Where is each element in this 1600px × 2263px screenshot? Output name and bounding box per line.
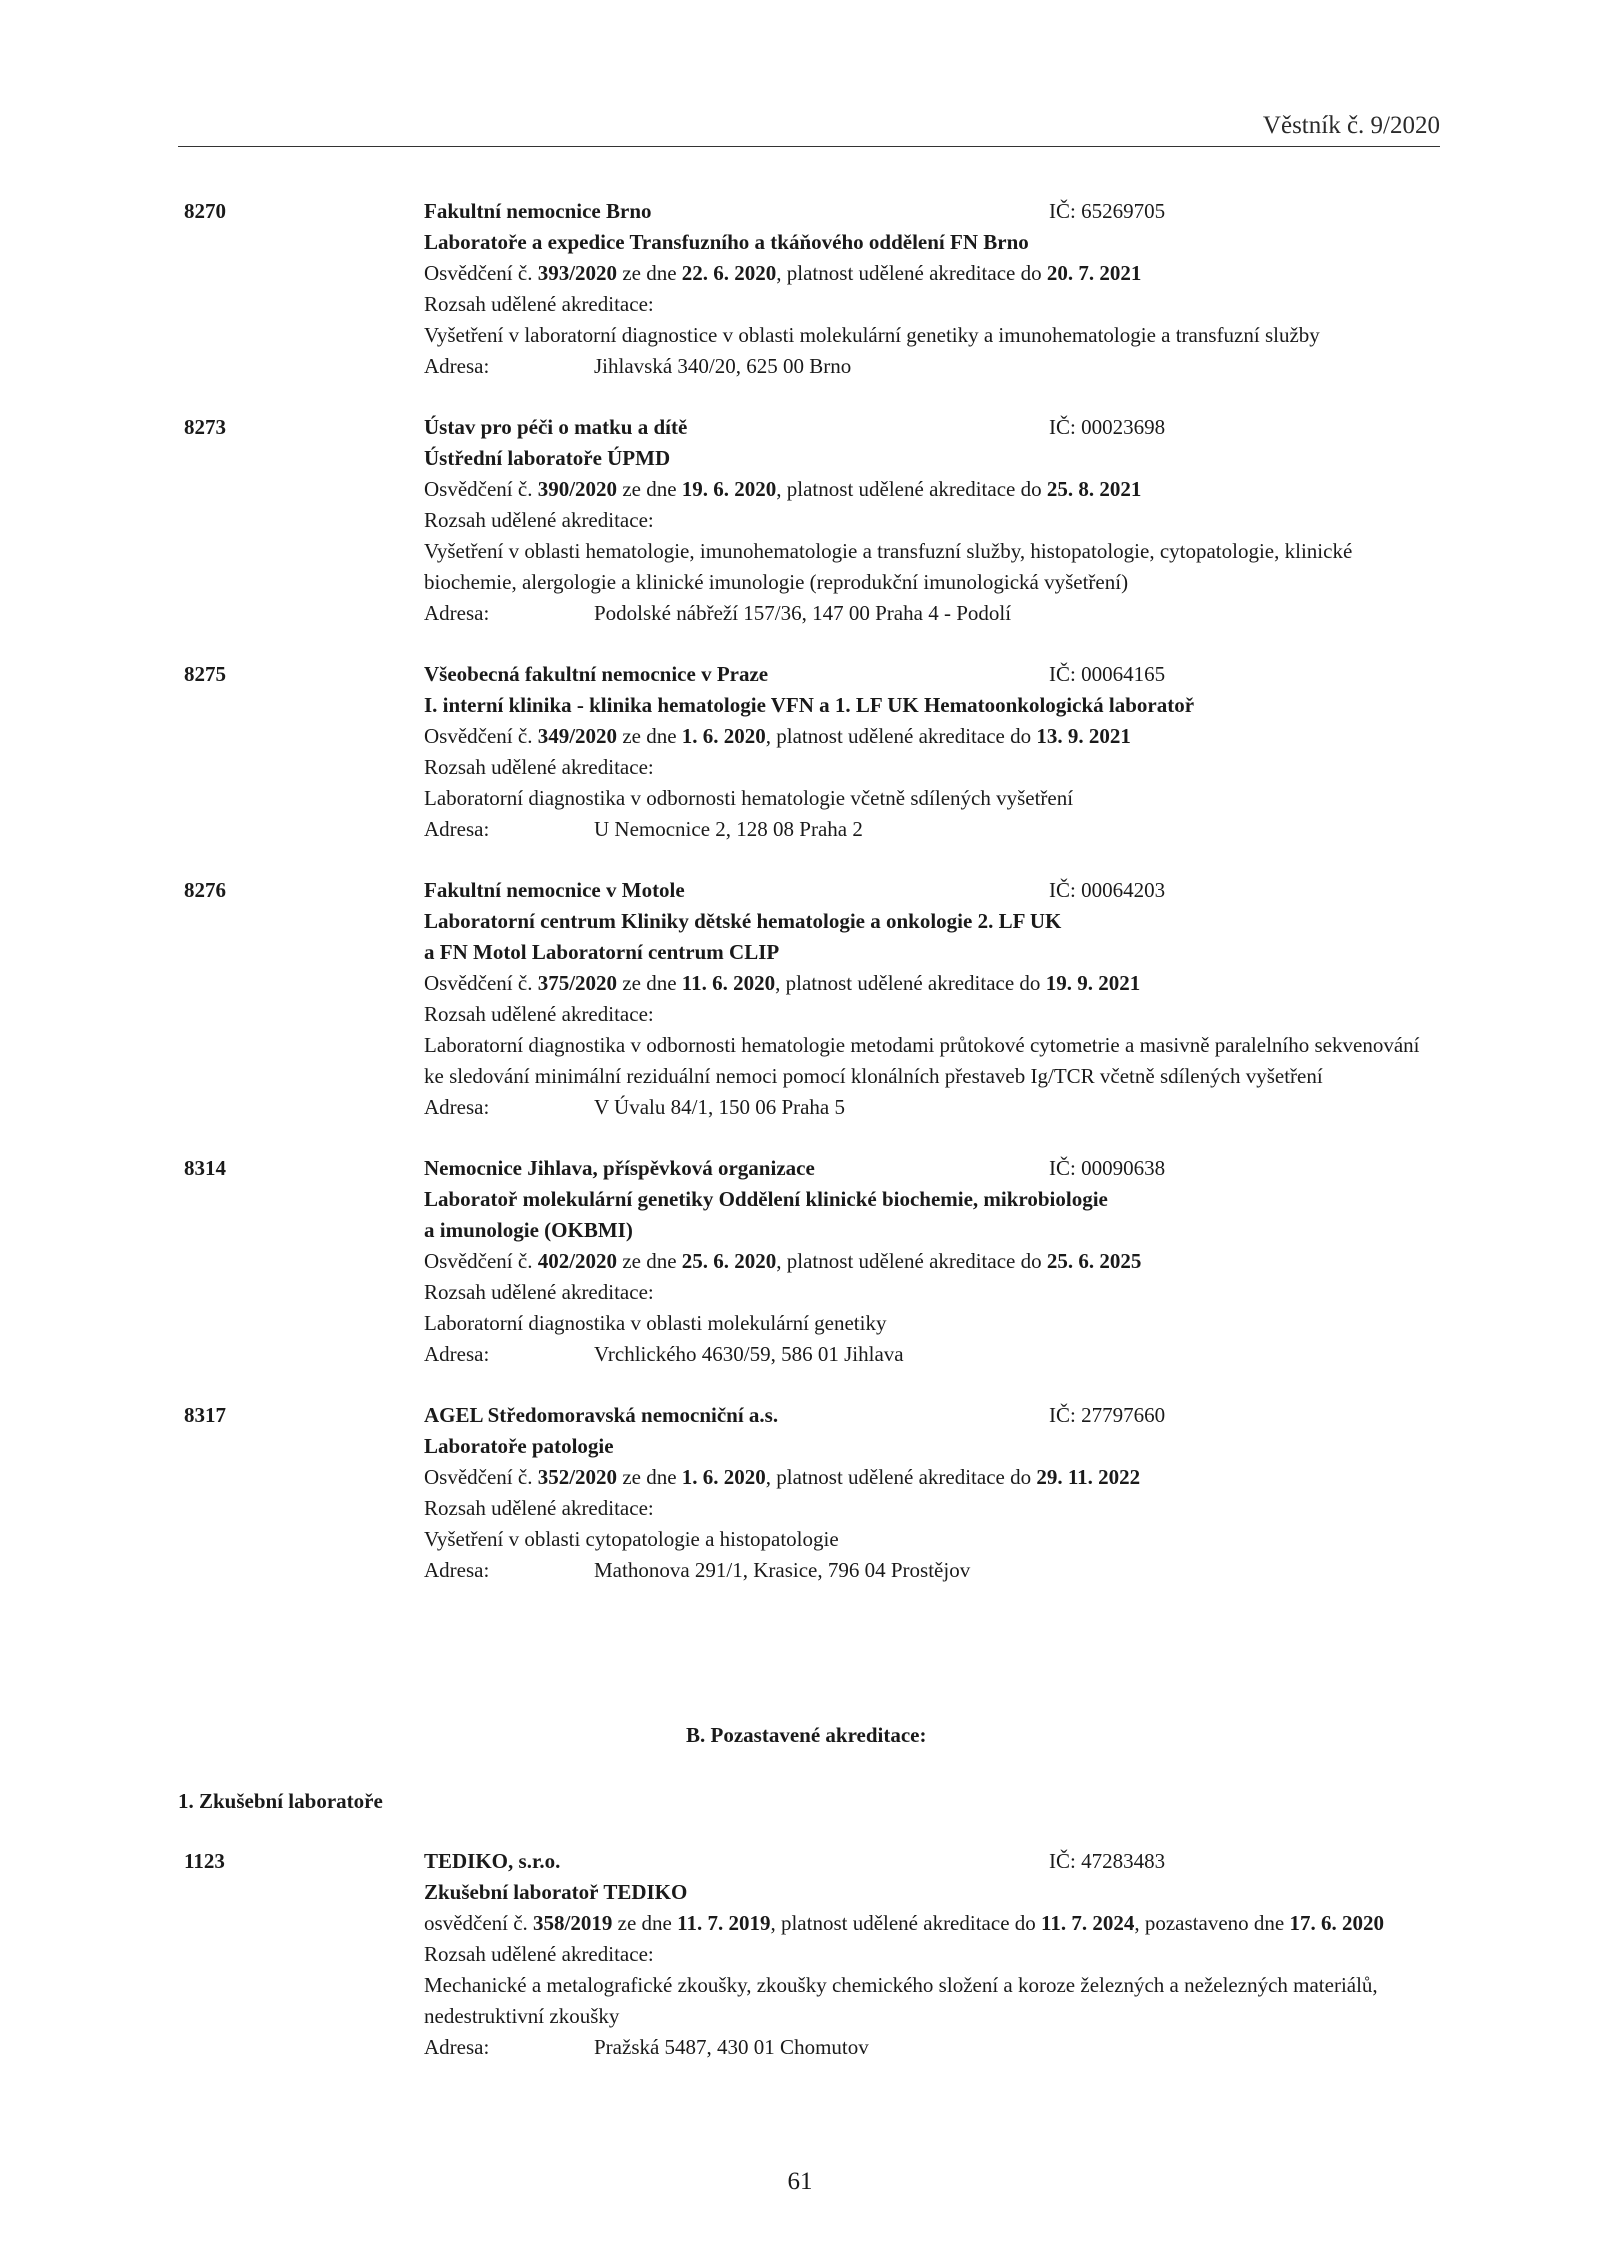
entry-number: 8273 (184, 415, 226, 439)
org-line (424, 1400, 1440, 1431)
suspended-list (178, 1846, 1440, 2093)
cert-date: 11. 7. 2019 (677, 1911, 771, 1935)
scope-text: Vyšetření v laboratorní diagnostice v oblasti molekulární genetiky a imunohematologie a transfuzní služby (424, 323, 1320, 347)
cert-mid: , platnost udělené akreditace do (765, 1465, 1037, 1489)
entry-number: 8275 (184, 662, 226, 686)
entry-number: 8270 (184, 199, 226, 223)
org-line (424, 659, 1440, 690)
scope-text: Laboratorní diagnostika v oblasti molekulární genetiky (424, 1311, 887, 1335)
certificate-line (424, 258, 1440, 289)
org-name: Ústav pro péči o matku a dítě (424, 415, 688, 439)
address: Podolské nábřeží 157/36, 147 00 Praha 4 - Podolí (594, 601, 1012, 625)
cert-prefix: Osvědčení č. (424, 261, 538, 285)
address: Jihlavská 340/20, 625 00 Brno (594, 354, 852, 378)
scope-text: Vyšetření v oblasti hematologie, imunohematologie a transfuzní služby, histopatologie, cytopatologie, klinické biochemie, alergologie a klinické imunologie (reprodukční imunologická vyšetření) (424, 539, 1353, 594)
lab-name: I. interní klinika - klinika hematologie VFN a 1. LF UK Hematoonkologická laboratoř (424, 693, 1195, 717)
certificate-line (424, 968, 1440, 999)
org-name: Nemocnice Jihlava, příspěvková organizace (424, 1156, 815, 1180)
cert-prefix: Osvědčení č. (424, 724, 538, 748)
address-label: Adresa: (424, 354, 490, 378)
address-line (424, 2032, 1440, 2063)
org-line (424, 412, 1440, 443)
section-heading-suspended: B. Pozastavené akreditace: (686, 1723, 927, 1747)
cert-prefix: Osvědčení č. (424, 1465, 538, 1489)
ico-number: IČ: 00064203 (1049, 878, 1166, 902)
cert-mid: , pozastaveno dne (1134, 1911, 1290, 1935)
cert-mid: ze dne (617, 1465, 682, 1489)
cert-mid: ze dne (617, 1249, 682, 1273)
cert-valid-until: 25. 8. 2021 (1046, 477, 1142, 501)
cert-valid-until: 19. 9. 2021 (1045, 971, 1141, 995)
cert-mid: ze dne (612, 1911, 678, 1935)
header-rule (178, 146, 1440, 147)
accreditation-entry (178, 1153, 1440, 1370)
address: Vrchlického 4630/59, 586 01 Jihlava (594, 1342, 904, 1366)
lab-name: a FN Motol Laboratorní centrum CLIP (424, 940, 780, 964)
accreditation-entry (178, 1846, 1440, 2063)
org-line (424, 875, 1440, 906)
scope-label: Rozsah udělené akreditace: (424, 1496, 654, 1520)
cert-mid: , platnost udělené akreditace do (765, 724, 1037, 748)
accreditation-entry (178, 875, 1440, 1123)
cert-valid-until: 25. 6. 2025 (1046, 1249, 1142, 1273)
address: Mathonova 291/1, Krasice, 796 04 Prostějov (594, 1558, 971, 1582)
cert-date: 11. 6. 2020 (681, 971, 776, 995)
cert-mid: , platnost udělené akreditace do (775, 971, 1046, 995)
cert-mid: , platnost udělené akreditace do (776, 261, 1047, 285)
address: Pražská 5487, 430 01 Chomutov (594, 2035, 869, 2059)
lab-name: Ústřední laboratoře ÚPMD (424, 446, 671, 470)
org-name: TEDIKO, s.r.o. (424, 1849, 561, 1873)
lab-name: Laboratoře patologie (424, 1434, 614, 1458)
ico-number: IČ: 00023698 (1049, 415, 1166, 439)
cert-number: 352/2020 (537, 1465, 618, 1489)
cert-prefix: osvědčení č. (424, 1911, 534, 1935)
cert-number: 393/2020 (537, 261, 618, 285)
address: V Úvalu 84/1, 150 06 Praha 5 (594, 1095, 846, 1119)
address-label: Adresa: (424, 817, 490, 841)
scope-label: Rozsah udělené akreditace: (424, 508, 654, 532)
cert-mid: ze dne (617, 261, 682, 285)
cert-mid: , platnost udělené akreditace do (776, 1249, 1047, 1273)
cert-prefix: Osvědčení č. (424, 1249, 538, 1273)
entry-number: 8276 (184, 878, 226, 902)
scope-text: Vyšetření v oblasti cytopatologie a histopatologie (424, 1527, 839, 1551)
org-name: Všeobecná fakultní nemocnice v Praze (424, 662, 769, 686)
entry-number: 8314 (184, 1156, 226, 1180)
cert-mid: ze dne (617, 477, 682, 501)
lab-name: Laboratoř molekulární genetiky Oddělení klinické biochemie, mikrobiologie (424, 1187, 1108, 1211)
scope-label: Rozsah udělené akreditace: (424, 755, 654, 779)
lab-name: a imunologie (OKBMI) (424, 1218, 633, 1242)
cert-date: 25. 6. 2020 (681, 1249, 777, 1273)
entry-body (424, 659, 1440, 845)
org-line (424, 1153, 1440, 1184)
cert-mid: , platnost udělené akreditace do (770, 1911, 1042, 1935)
address-label: Adresa: (424, 1342, 490, 1366)
scope-label: Rozsah udělené akreditace: (424, 1002, 654, 1026)
entry-body (424, 1153, 1440, 1370)
cert-date: 1. 6. 2020 (681, 724, 766, 748)
address-line (424, 598, 1440, 629)
address-label: Adresa: (424, 601, 490, 625)
address-line (424, 351, 1440, 382)
cert-valid-until: 29. 11. 2022 (1036, 1465, 1141, 1489)
entry-body (424, 412, 1440, 629)
cert-number: 375/2020 (537, 971, 618, 995)
address-line (424, 1092, 1440, 1123)
address-label: Adresa: (424, 1558, 490, 1582)
entry-number: 8317 (184, 1403, 226, 1427)
entry-body (424, 875, 1440, 1123)
ico-number: IČ: 27797660 (1049, 1403, 1166, 1427)
lab-name: Laboratoře a expedice Transfuzního a tkáňového oddělení FN Brno (424, 230, 1029, 254)
scope-text: Laboratorní diagnostika v odbornosti hematologie včetně sdílených vyšetření (424, 786, 1074, 810)
suspended-date: 17. 6. 2020 (1289, 1911, 1384, 1935)
certificate-line (424, 474, 1440, 505)
ico-number: IČ: 47283483 (1049, 1849, 1166, 1873)
cert-mid: , platnost udělené akreditace do (776, 477, 1047, 501)
accreditation-entry (178, 1400, 1440, 1586)
subsection-heading-testing-labs: 1. Zkušební laboratoře (178, 1789, 383, 1813)
certificate-line (424, 1462, 1440, 1493)
certificate-line (424, 1246, 1440, 1277)
cert-valid-until: 20. 7. 2021 (1046, 261, 1142, 285)
cert-number: 402/2020 (537, 1249, 618, 1273)
org-name: Fakultní nemocnice v Motole (424, 878, 685, 902)
lab-name: Laboratorní centrum Kliniky dětské hematologie a onkologie 2. LF UK (424, 909, 1062, 933)
org-line (424, 1846, 1440, 1877)
org-name: Fakultní nemocnice Brno (424, 199, 652, 223)
address-line (424, 1555, 1440, 1586)
ico-number: IČ: 00090638 (1049, 1156, 1166, 1180)
accreditation-entry (178, 659, 1440, 845)
address-line (424, 1339, 1440, 1370)
cert-valid-until: 13. 9. 2021 (1036, 724, 1131, 748)
cert-date: 22. 6. 2020 (681, 261, 777, 285)
scope-text: Laboratorní diagnostika v odbornosti hematologie metodami průtokové cytometrie a masivně paralelního sekvenování ke sledování minimální reziduální nemoci pomocí klonálních přestaveb Ig/TCR včetně sdílených vyšetření (424, 1033, 1420, 1088)
ico-number: IČ: 00064165 (1049, 662, 1166, 686)
cert-date: 19. 6. 2020 (681, 477, 777, 501)
scope-label: Rozsah udělené akreditace: (424, 1942, 654, 1966)
cert-prefix: Osvědčení č. (424, 971, 538, 995)
scope-label: Rozsah udělené akreditace: (424, 1280, 654, 1304)
address-label: Adresa: (424, 2035, 490, 2059)
lab-name: Zkušební laboratoř TEDIKO (424, 1880, 688, 1904)
address-label: Adresa: (424, 1095, 490, 1119)
org-name: AGEL Středomoravská nemocniční a.s. (424, 1403, 779, 1427)
cert-number: 390/2020 (537, 477, 618, 501)
cert-prefix: Osvědčení č. (424, 477, 538, 501)
page-number: 61 (787, 2168, 813, 2195)
scope-text: Mechanické a metalografické zkoušky, zkoušky chemického složení a koroze železných a neželezných materiálů, nedestruktivní zkoušky (424, 1973, 1378, 2028)
cert-mid: ze dne (617, 724, 682, 748)
cert-date: 1. 6. 2020 (681, 1465, 766, 1489)
address-line (424, 814, 1440, 845)
entry-body (424, 1846, 1440, 2063)
cert-number: 358/2019 (533, 1911, 613, 1935)
address: U Nemocnice 2, 128 08 Praha 2 (594, 817, 863, 841)
certificate-line (424, 1908, 1440, 1939)
certificate-line (424, 721, 1440, 752)
cert-number: 349/2020 (537, 724, 618, 748)
cert-valid-until: 11. 7. 2024 (1041, 1911, 1135, 1935)
org-line (424, 196, 1440, 227)
entry-body (424, 1400, 1440, 1586)
bulletin-header: Věstník č. 9/2020 (1262, 112, 1440, 139)
entry-number: 1123 (184, 1849, 225, 1873)
accreditation-list (178, 196, 1440, 1616)
cert-mid: ze dne (617, 971, 682, 995)
entry-body (424, 196, 1440, 382)
scope-label: Rozsah udělené akreditace: (424, 292, 654, 316)
accreditation-entry (178, 412, 1440, 629)
accreditation-entry (178, 196, 1440, 382)
ico-number: IČ: 65269705 (1049, 199, 1166, 223)
